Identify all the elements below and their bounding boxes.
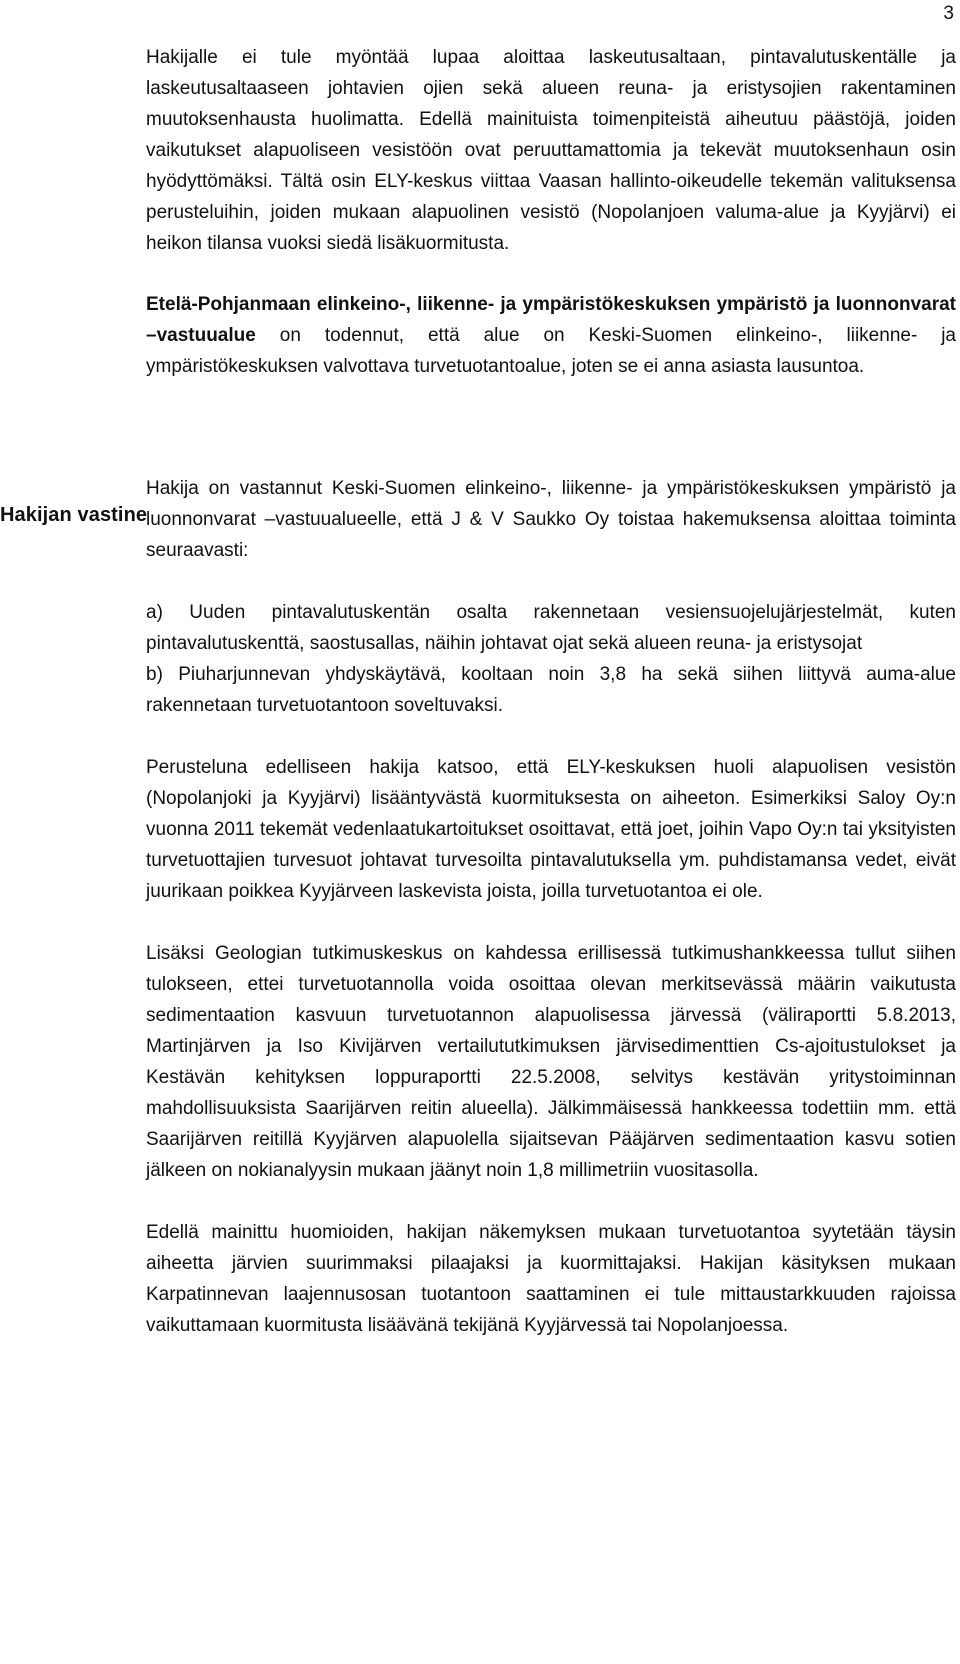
section-heading-hakijan-vastine: Hakijan vastine [0, 504, 148, 526]
list-item-b: b) Piuharjunnevan yhdyskäytävä, kooltaan noin 3,8 ha sekä siihen liittyvä auma-alue rakennetaan turvetuotantoon soveltuvaksi. [146, 664, 956, 716]
paragraph-ely-objection: Hakijalle ei tule myöntää lupaa aloittaa laskeutusaltaan, pintavalutuskentälle ja laskeutusaltaaseen johtavien ojien sekä alueen reuna- ja eristysojien rakentaminen muutoksenhausta huolimatta. Edellä mainituista toimenpiteistä aiheutuu päästöjä, joiden vaikutukset alapuoliseen vesistöön ovat peruuttamattomia ja tekevät muutoksenhaun osin hyödyttömäksi. Tältä osin ELY-keskus viittaa Vaasan hallinto-oikeudelle tekemän valituksensa perusteluihin, joiden mukaan alapuolinen vesistö (Nopolanjoen valuma-alue ja Kyyjärvi) ei heikon tilansa vuoksi siedä lisäkuormitusta. [146, 47, 956, 254]
paragraph-etela-pohjanmaa-statement [146, 289, 956, 382]
paragraph-gtk-research: Lisäksi Geologian tutkimuskeskus on kahdessa erillisessä tutkimushankkeessa tullut siihen tulokseen, ettei turvetuotannolla voida osoittaa olevan merkitsevässä määrin vaikutusta sedimentaation kasvuun turvetuotannon alapuolisessa järvessä (väliraportti 5.8.2013, Martinjärven ja Iso Kivijärven vertailututkimuksen järvisedimenttien Cs-ajoitustulokset ja Kestävän kehityksen loppuraportti 22.5.2008, selvitys kestävän yritystoiminnan mahdollisuuksista Saarijärven reitin alueella). Jälkimmäisessä hankkeessa todettiin mm. että Saarijärven reitillä Kyyjärven alapuolella sijaitsevan Pääjärven sedimentaation kasvu sotien jälkeen on nokianalyysin mukaan jäänyt noin 1,8 millimetriin vuositasolla. [146, 943, 956, 1181]
document-body [146, 42, 956, 1341]
paragraph-applicant-response: Hakija on vastannut Keski-Suomen elinkeino-, liikenne- ja ympäristökeskuksen ympäristö ja luonnonvarat –vastuualueelle, että J & V Saukko Oy toistaa hakemuksensa aloittaa toiminta seuraavasti: [146, 478, 956, 561]
page-number: 3 [943, 3, 954, 24]
list-item-a: a) Uuden pintavalutuskentän osalta rakennetaan vesiensuojelujärjestelmät, kuten pintavalutuskenttä, saostusallas, näihin johtavat ojat sekä alueen reuna- ja eristysojat [146, 602, 956, 654]
paragraph-conclusion: Edellä mainittu huomioiden, hakijan näkemyksen mukaan turvetuotantoa syytetään täysin aiheetta järvien suurimmaksi pilaajaksi ja kuormittajaksi. Hakijan käsityksen mukaan Karpatinnevan laajennusosan tuotantoon saattaminen ei tule mittaustarkkuuden rajoissa vaikuttamaan kuormitusta lisäävänä tekijänä Kyyjärvessä tai Nopolanjoessa. [146, 1222, 956, 1336]
statement-text: on todennut, että alue on Keski-Suomen elinkeino-, liikenne- ja ympäristökeskuksen valvottava turvetuotantoalue, joten se ei anna asiasta lausuntoa. [146, 325, 956, 377]
authority-name-bold: Etelä-Pohjanmaan elinkeino-, liikenne- ja ympäristökeskuksen ympäristö ja luonnonvarat –vastuualue [146, 294, 956, 346]
paragraph-justification: Perusteluna edelliseen hakija katsoo, että ELY-keskuksen huoli alapuolisen vesistön (Nopolanjoki ja Kyyjärvi) lisääntyvästä kuormituksesta on aiheeton. Esimerkiksi Saloy Oy:n vuonna 2011 tekemät vedenlaatukartoitukset osoittavat, että joet, joihin Vapo Oy:n tai yksityisten turvetuottajien turvesuot johtavat turvesoilta pintavalutuksella ym. puhdistamansa vedet, eivät juurikaan poikkea Kyyjärveen laskevista joista, joilla turvetuotantoa ei ole. [146, 757, 956, 902]
